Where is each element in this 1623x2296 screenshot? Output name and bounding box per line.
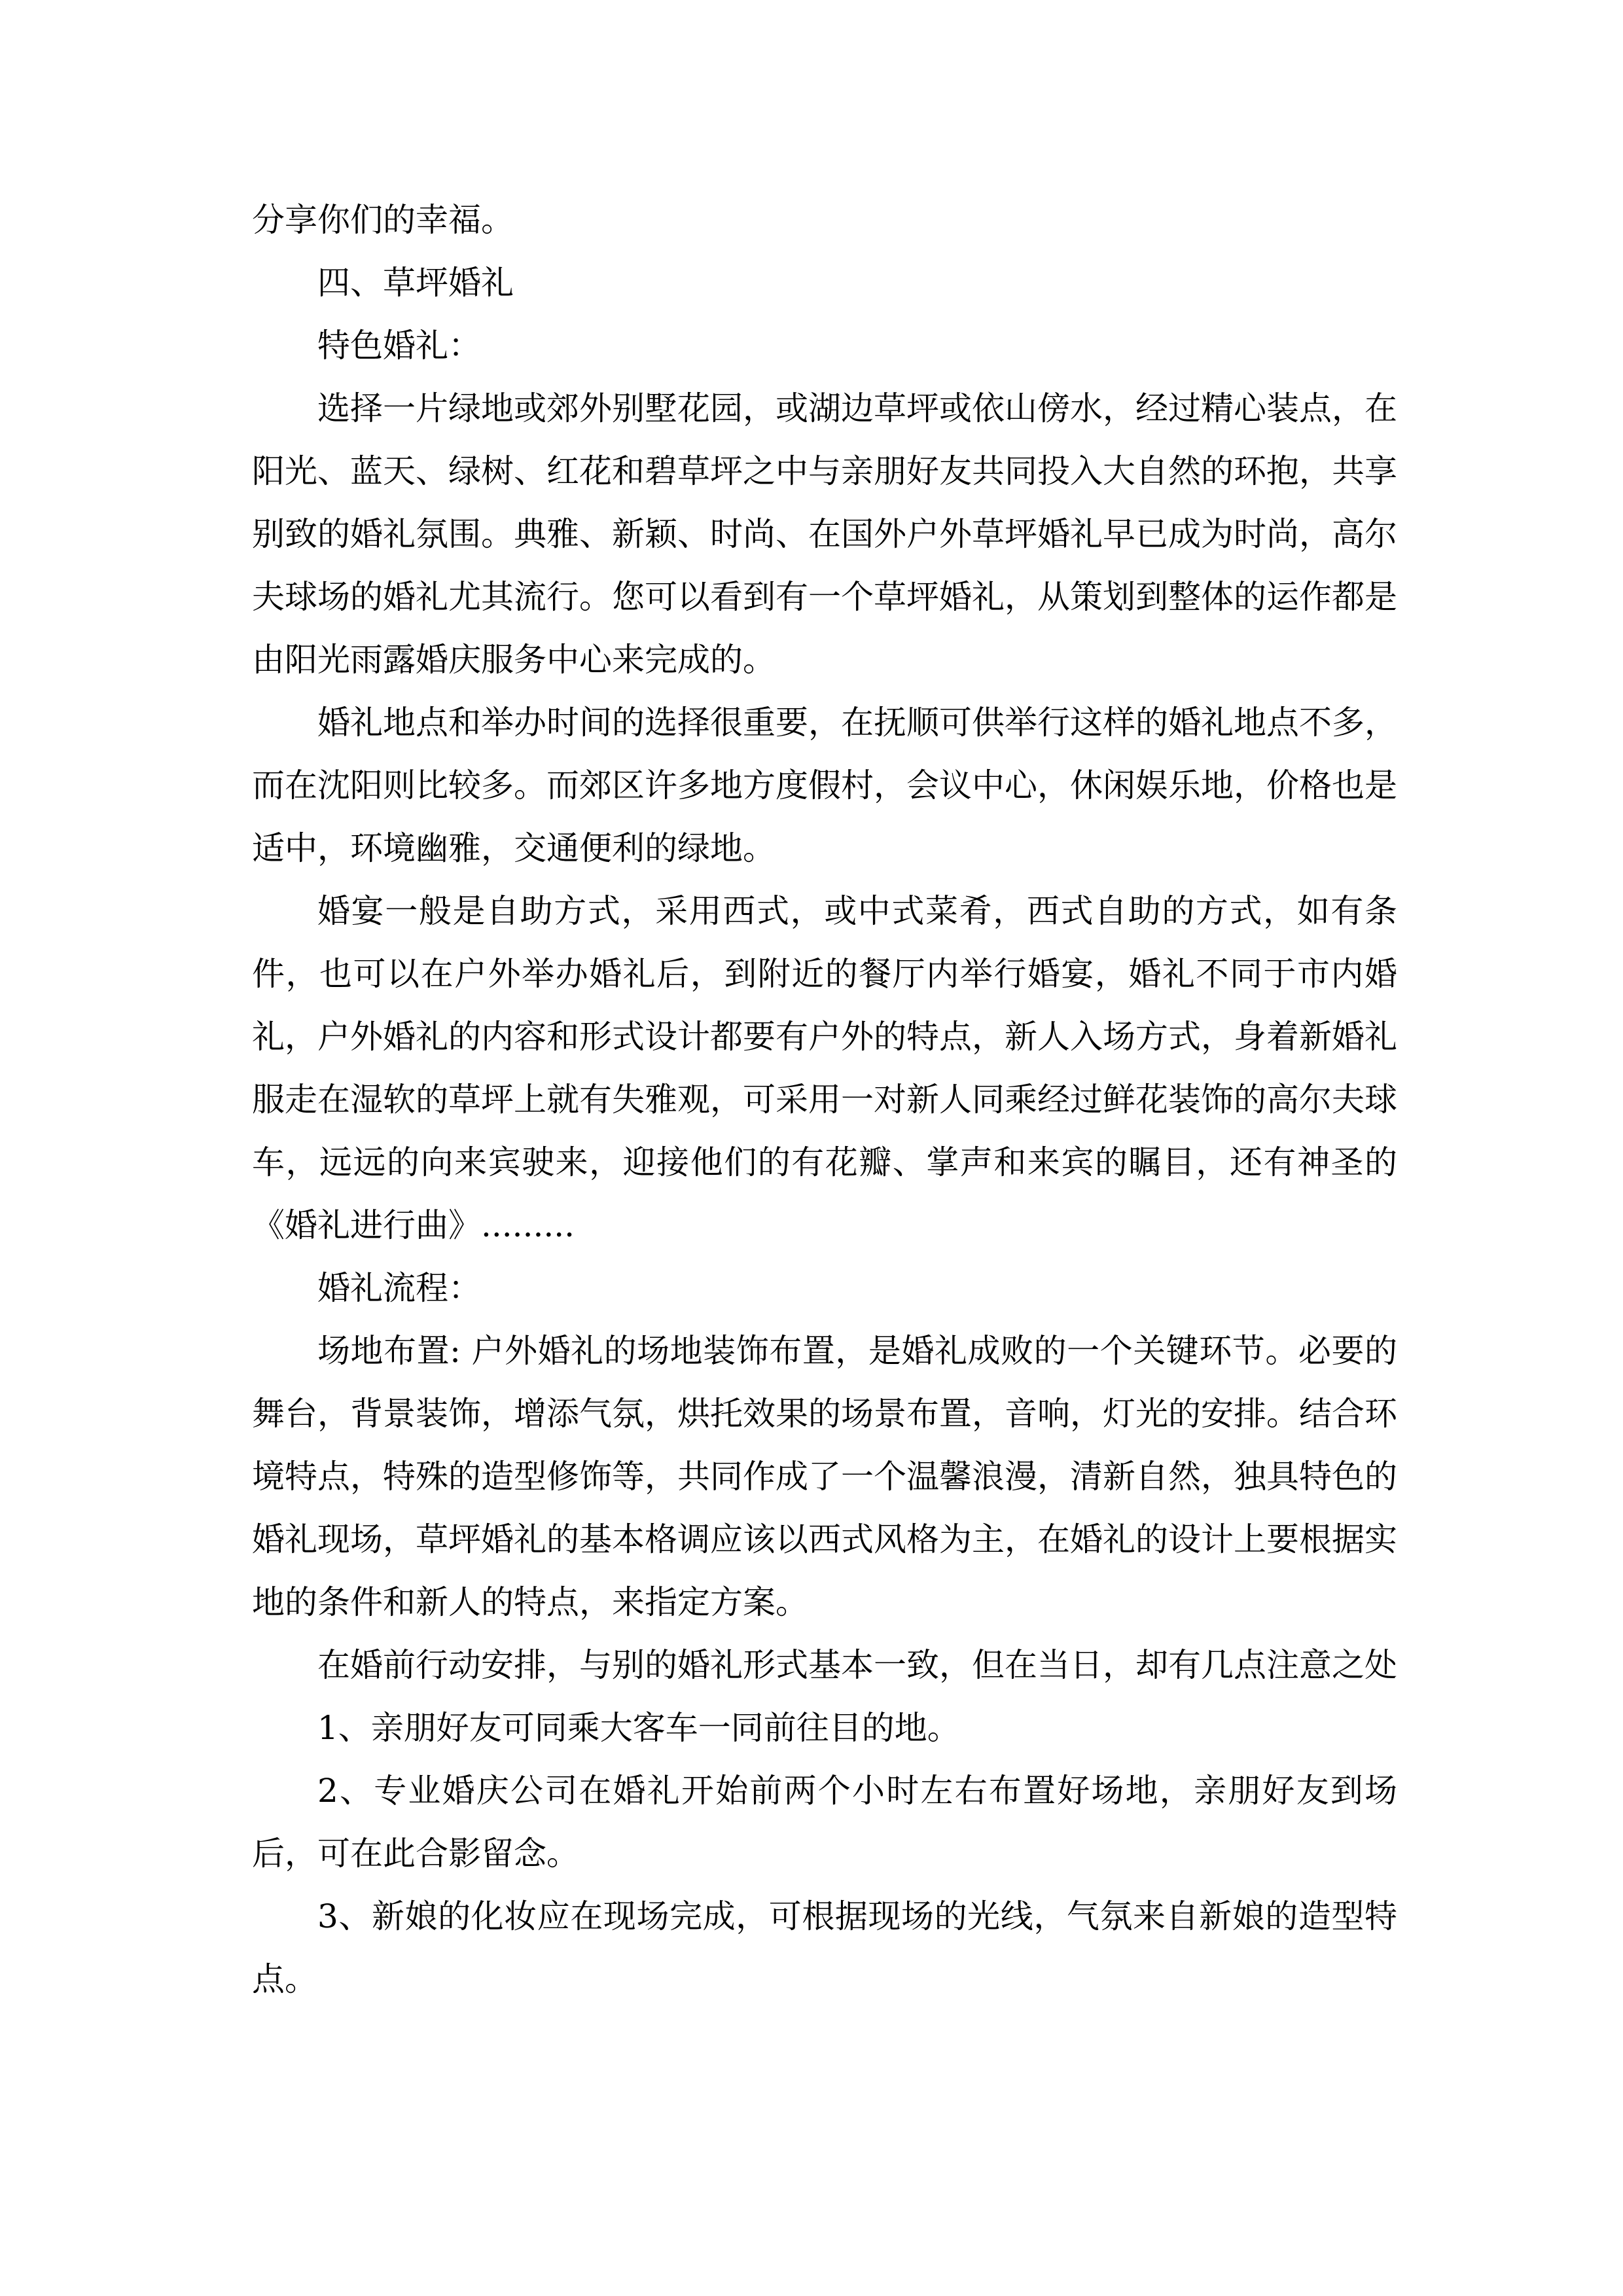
heading-section-four-lawn-wedding: 四、草坪婚礼	[317, 264, 514, 302]
para-lawn-wedding-intro: 选择一片绿地或郊外别墅花园，或湖边草坪或依山傍水，经过精心装点，在阳光、蓝天、绿树、红花和碧草坪之中与亲朋好友共同投入大自然的环抱，共享别致的婚礼氛围。典雅、新颖、时尚、在国外户外草坪婚礼早已成为时尚，高尔夫球场的婚礼尤其流行。您可以看到有一个草坪婚礼，从策划到整体的运作都是由阳光雨露婚庆服务中心来完成的。	[252, 389, 1397, 679]
list-item-1-guests-bus: 1、亲朋好友可同乘大客车一同前往目的地。	[317, 1709, 960, 1747]
document-content	[252, 188, 1397, 2011]
label-wedding-process: 婚礼流程：	[317, 1269, 481, 1307]
list-item-3-bride-makeup: 3、新娘的化妆应在现场完成，可根据现场的光线，气氛来自新娘的造型特点。	[252, 1897, 1397, 1998]
para-venue-setup: 场地布置: 户外婚礼的场地装饰布置，是婚礼成败的一个关键环节。必要的舞台，背景装饰，增添气氛，烘托效果的场景布置，音响，灯光的安排。结合环境特点，特殊的造型修饰等，共同作成了一个温馨浪漫，清新自然，独具特色的婚礼现场，草坪婚礼的基本格调应该以西式风格为主，在婚礼的设计上要根据实地的条件和新人的特点，来指定方案。	[252, 1332, 1397, 1621]
para-location-and-time: 婚礼地点和举办时间的选择很重要，在抚顺可供举行这样的婚礼地点不多，而在沈阳则比较多。而郊区许多地方度假村，会议中心，休闲娱乐地，价格也是适中，环境幽雅，交通便利的绿地。	[252, 704, 1397, 867]
para-pre-wedding-arrangement: 在婚前行动安排，与别的婚礼形式基本一致，但在当日，却有几点注意之处	[317, 1646, 1397, 1684]
para-banquet-style: 婚宴一般是自助方式，采用西式，或中式菜肴，西式自助的方式，如有条件，也可以在户外举办婚礼后，到附近的餐厅内举行婚宴，婚礼不同于市内婚礼，户外婚礼的内容和形式设计都要有户外的特点，新人入场方式，身着新婚礼服走在湿软的草坪上就有失雅观，可采用一对新人同乘经过鲜花装饰的高尔夫球车，远远的向来宾驶来，迎接他们的有花瓣、掌声和来宾的瞩目，还有神圣的《婚礼进行曲》.........	[252, 892, 1397, 1244]
label-special-wedding: 特色婚礼：	[317, 327, 481, 365]
para-continuation-share-happiness: 分享你们的幸福。	[252, 201, 514, 239]
list-item-2-setup-two-hours: 2、专业婚庆公司在婚礼开始前两个小时左右布置好场地，亲朋好友到场后，可在此合影留念。	[252, 1772, 1397, 1873]
